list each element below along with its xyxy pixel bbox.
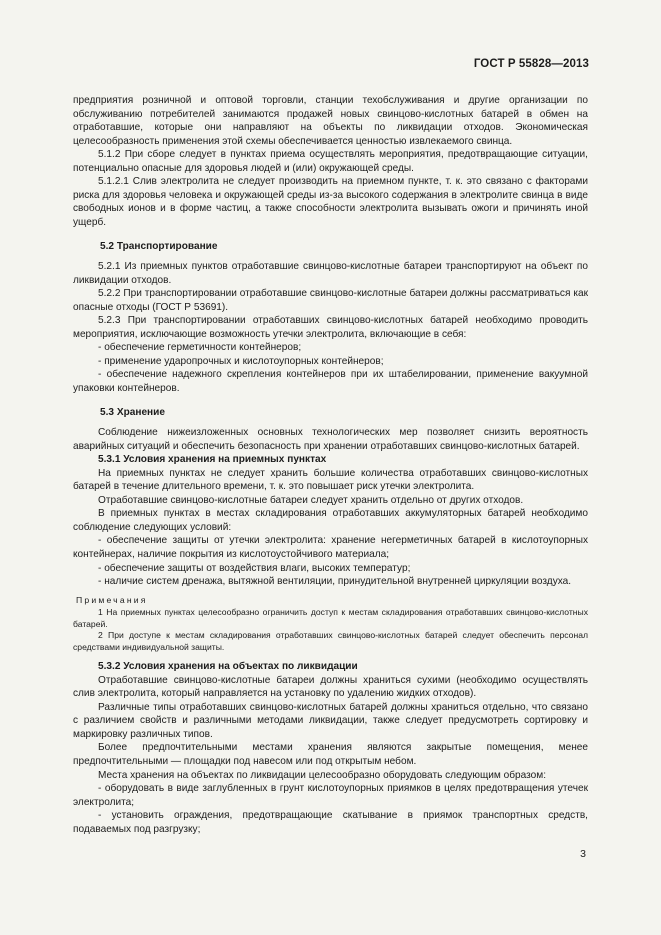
paragraph: Различные типы отработавших свинцово-кислотных батарей должны храниться отдельно, что связано с различием свойств и различными методами ликвидации, также следует предусмотреть сортировку и маркировку различных типов. xyxy=(73,701,588,740)
list-item-text: обеспечение защиты от воздействия влаги, высоких температур; xyxy=(104,562,411,574)
paragraph-5-2-3: 5.2.3 При транспортировании отработавших свинцово-кислотных батарей необходимо проводить мероприятия, исключающие возможность утечки электролита, включающие в себя: xyxy=(73,315,588,340)
dash-marker: - xyxy=(98,562,102,574)
list-item-text: применение ударопрочных и кислотоупорных контейнеров; xyxy=(104,355,384,367)
paragraph: Отработавшие свинцово-кислотные батареи следует хранить отдельно от других отходов. xyxy=(98,494,524,506)
dash-marker: - xyxy=(98,342,102,354)
dash-marker: - xyxy=(98,535,102,547)
list-item-text: обеспечение герметичности контейнеров; xyxy=(104,342,302,354)
list-item xyxy=(73,341,588,355)
paragraph: В приемных пунктах в местах складирования отработавших аккумуляторных батарей необходимо соблюдение следующих условий: xyxy=(73,508,588,533)
list-item-text: наличие систем дренажа, вытяжной вентиляции, принудительной внутренней циркуляции воздуха. xyxy=(104,576,572,588)
list-item-text: обеспечение надежного скрепления контейнеров при их штабелировании, применение вакуумной упаковки контейнеров. xyxy=(73,369,588,394)
paragraph: Соблюдение нижеизложенных основных технологических мер позволяет снизить вероятность аварийных ситуаций и обеспечить безопасность при хранении отработавших свинцово-кислотных батарей. xyxy=(73,427,588,452)
dash-marker: - xyxy=(98,576,102,588)
paragraph-5-1-2-1: 5.1.2.1 Слив электролита не следует производить на приемном пункте, т. к. это связано с факторами риска для здоровья человека и окружающей среды из-за высокого содержания в электролите свинца в виде свободных ионов и в форме частиц, а также способности электролита вызывать ожоги и причинять иной ущерб. xyxy=(73,176,588,228)
paragraph: Отработавшие свинцово-кислотные батареи должны храниться сухими (необходимо осуществлять слив электролита, который направляется на установку по удалению жидких отходов). xyxy=(73,674,588,700)
notes-title: Примечания xyxy=(76,594,148,605)
paragraph: предприятия розничной и оптовой торговли, станции техобслуживания и другие организации по обслуживанию потребителей занимаются продажей новых свинцово-кислотных батарей в обмен на отработавшие, которые они направляют на объекты по ликвидации отходов. Экономическая целесообразность применения этой схемы обеспечивается ценностью извлекаемого свинца. xyxy=(73,95,588,147)
paragraph-5-1-2: 5.1.2 При сборе следует в пунктах приема осуществлять мероприятия, предотвращающие ситуации, потенциально опасные для здоровья людей и (или) окружающей среды. xyxy=(73,149,588,174)
page-number: 3 xyxy=(580,848,586,860)
document-code-header: ГОСТ Р 55828—2013 xyxy=(473,58,589,70)
list-item xyxy=(73,782,588,809)
dash-marker: - xyxy=(98,369,102,381)
list-item-text: оборудовать в виде заглубленных в грунт кислотоупорных приямков в целях предотвращения утечек электролита; xyxy=(73,783,588,808)
list-item xyxy=(73,575,588,589)
dash-marker: - xyxy=(98,810,102,822)
dash-marker: - xyxy=(98,355,102,367)
paragraph: Более предпочтительными местами хранения являются закрытые помещения, менее предпочтительными — площадки под навесом или под открытым небом. xyxy=(73,742,588,767)
list-item xyxy=(73,534,588,561)
list-item xyxy=(73,368,588,395)
document-body xyxy=(73,94,588,836)
paragraph: Места хранения на объектах по ликвидации целесообразно оборудовать следующим образом: xyxy=(98,769,547,781)
note-item: 1 На приемных пунктах целесообразно ограничить доступ к местам складирования отработавших свинцово-кислотных батарей. xyxy=(73,607,588,629)
list-item xyxy=(73,355,588,369)
section-heading-5-2: 5.2 Транспортирование xyxy=(100,241,218,253)
paragraph-5-2-2: 5.2.2 При транспортировании отработавшие свинцово-кислотные батареи должны рассматриваться как опасные отходы (ГОСТ Р 53691). xyxy=(73,288,588,313)
list-item-text: установить ограждения, предотвращающие скатывание в приямок транспортных средств, подаваемых под разгрузку; xyxy=(73,810,588,835)
note-item: 2 При доступе к местам складирования отработавших свинцово-кислотных батарей следует обеспечить персонал средствами индивидуальной защиты. xyxy=(73,630,588,652)
subsection-heading-5-3-1: 5.3.1 Условия хранения на приемных пунктах xyxy=(98,454,327,466)
list-item xyxy=(73,809,588,836)
paragraph: На приемных пунктах не следует хранить большие количества отработавших свинцово-кислотных батарей в течение длительного времени, т. к. это повышает риск утечки электролита. xyxy=(73,467,588,493)
section-heading-5-3: 5.3 Хранение xyxy=(100,407,165,419)
subsection-heading-5-3-2: 5.3.2 Условия хранения на объектах по ликвидации xyxy=(98,661,358,673)
list-item-text: обеспечение защиты от утечки электролита: хранение негерметичных батарей в кислотоупорных контейнерах, наличие покрытия из кислотоустойчивого материала; xyxy=(73,535,588,560)
paragraph-5-2-1: 5.2.1 Из приемных пунктов отработавшие свинцово-кислотные батареи транспортируют на объект по ликвидации отходов. xyxy=(73,261,588,286)
list-item xyxy=(73,562,588,576)
dash-marker: - xyxy=(98,783,102,795)
